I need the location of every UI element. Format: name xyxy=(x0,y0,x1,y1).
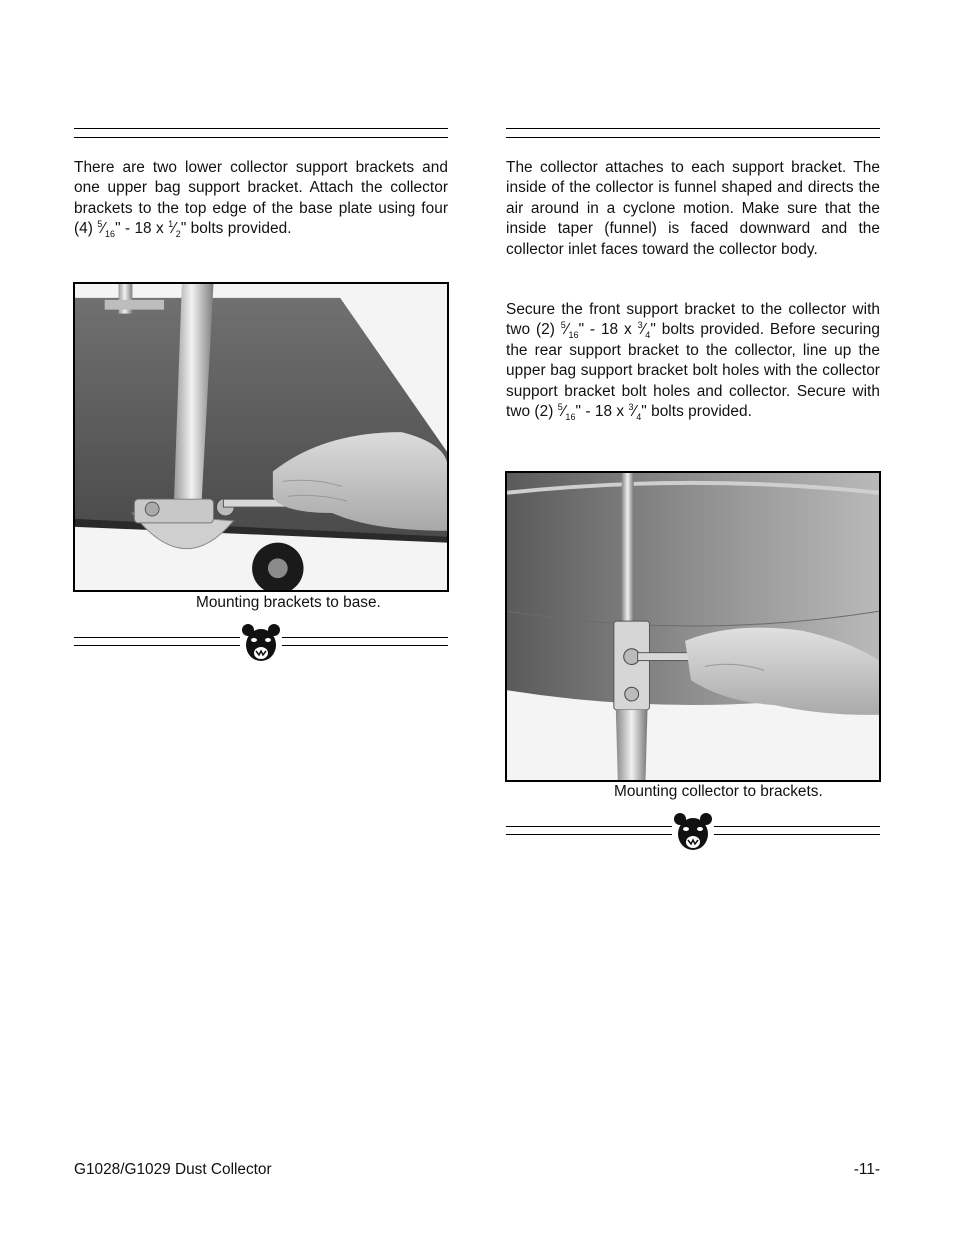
right-separator-rule-left xyxy=(506,826,672,835)
bear-head-logo-icon xyxy=(673,812,713,852)
right-separator-rule-right xyxy=(714,826,880,835)
right-photo-caption: Mounting collector to brackets. xyxy=(614,783,823,800)
right-instructions-paragraph-1: The collector attaches to each support bracket. The inside of the collector is funnel shaped and directs the air around in a cyclone motion. Make sure that the inside taper (funnel) is faced downward and the collector inlet faces toward the collector body. xyxy=(506,159,880,258)
left-separator-rule-right xyxy=(282,637,448,646)
left-section-header-rule xyxy=(74,128,448,138)
right-instructions-paragraph-2: Secure the front support bracket to the collector with two (2) $^5⁄_{16}$" - 18 x $^3⁄_4$" bolts provided. Before securing the rear support bracket to the collector, line up the upper bag support bracket bolt holes with the collector support bracket bolt holes and collector. Secure with two (2) $^5⁄_{16}$" - 18 x $^3⁄_4$" bolts provided. xyxy=(506,301,880,423)
left-separator-rule-left xyxy=(74,637,240,646)
photo-mounting-brackets-to-base xyxy=(73,282,449,592)
footer-manual-title: G1028/G1029 Dust Collector xyxy=(74,1161,272,1178)
left-photo-caption: Mounting brackets to base. xyxy=(196,594,381,611)
left-instructions-paragraph: There are two lower collector support brackets and one upper bag support bracket. Attach the collector brackets to the top edge of the base plate using four (4) $^5⁄_{16}$" - 18 x $^1⁄_2$" bolts provided. xyxy=(74,159,448,240)
footer-page-number: -11- xyxy=(853,1161,880,1178)
bear-head-logo-icon xyxy=(241,623,281,663)
right-section-header-rule xyxy=(506,128,880,138)
photo-mounting-collector-to-brackets xyxy=(505,471,881,782)
